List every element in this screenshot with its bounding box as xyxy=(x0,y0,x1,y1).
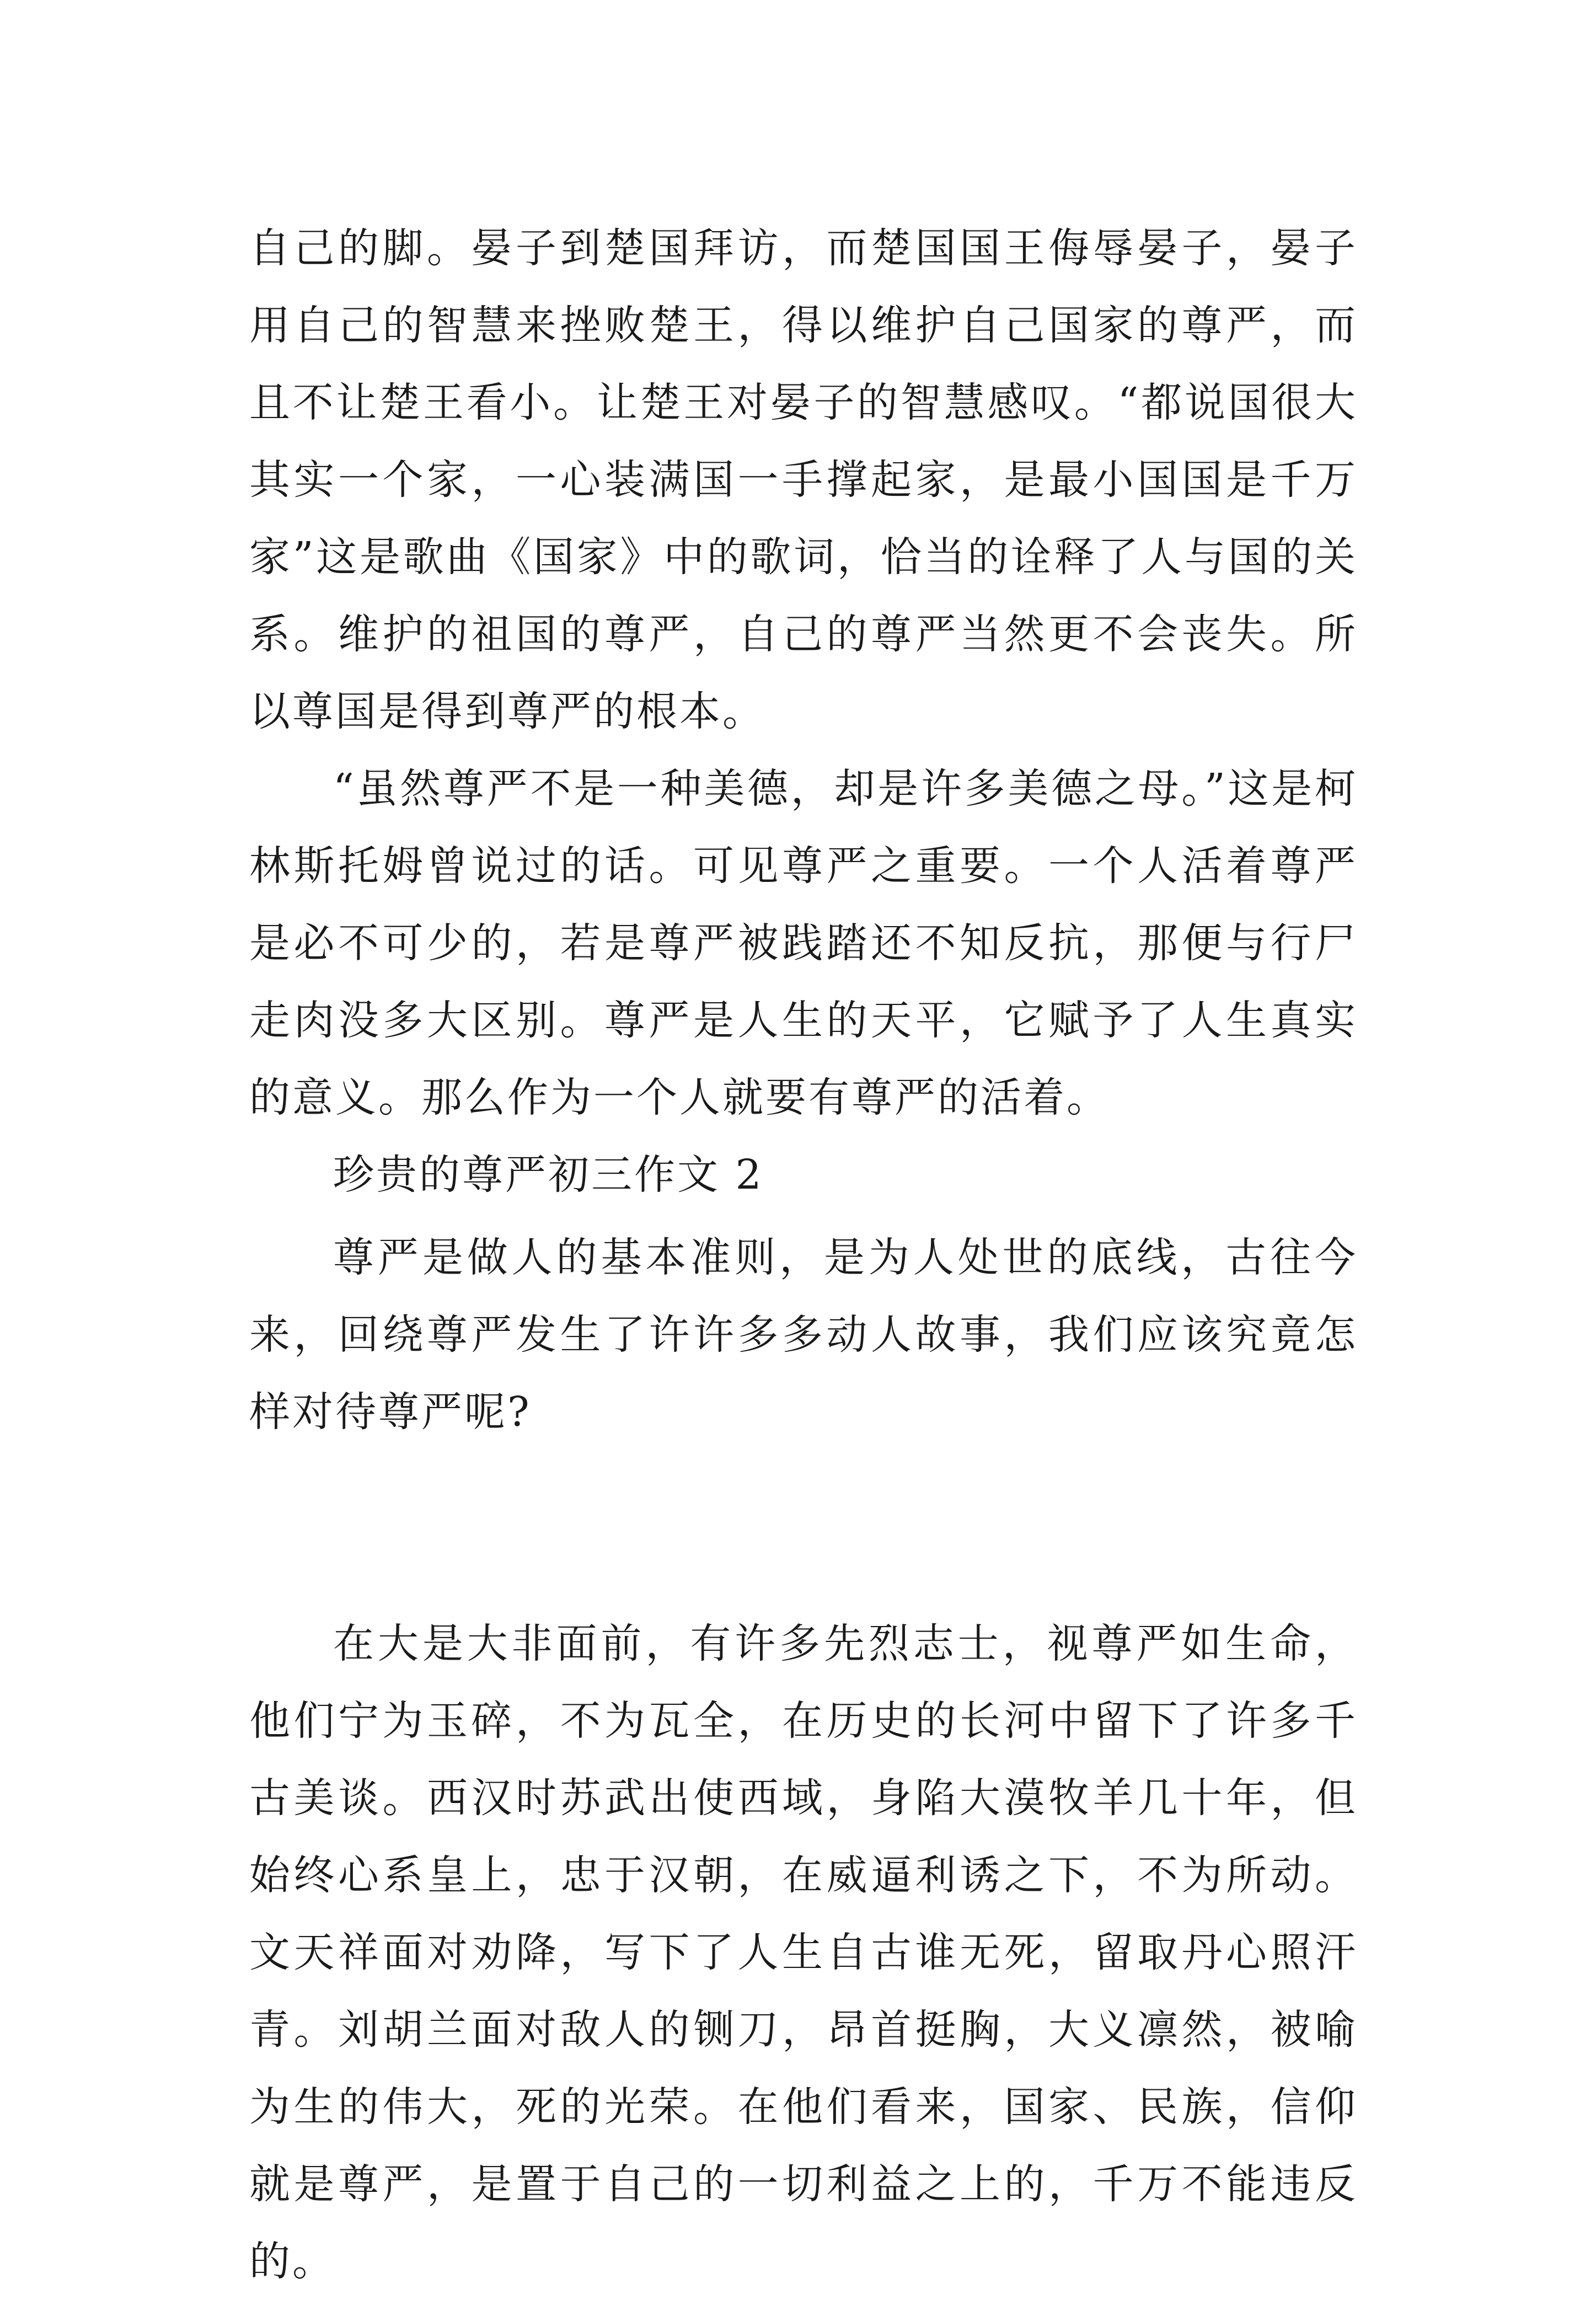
paragraph-3-container xyxy=(249,1219,1358,1451)
paragraph-4: 在大是大非面前，有许多先烈志士，视尊严如生命，他们宁为玉碎，不为瓦全，在历史的长河中留下了许多千古美谈。西汉时苏武出使西域，身陷大漠牧羊几十年，但始终心系皇上，忠于汉朝，在威逼利诱之下，不为所动。文天祥面对劝降，写下了人生自古谁无死，留取丹心照汗青。刘胡兰面对敌人的铡刀，昂首挺胸，大义凛然，被喻为生的伟大，死的光荣。在他们看来，国家、民族，信仰就是尊严，是置于自己的一切利益之上的，千万不能违反的。 xyxy=(249,1620,1358,2285)
paragraph-1-container xyxy=(249,210,1358,750)
paragraph-3: 尊严是做人的基本准则，是为人处世的底线，古往今来，回绕尊严发生了许许多多动人故事，我们应该究竟怎样对待尊严呢? xyxy=(249,1234,1358,1436)
paragraph-2-container xyxy=(249,750,1358,1213)
paragraph-1: 自己的脚。晏子到楚国拜访，而楚国国王侮辱晏子，晏子用自己的智慧来挫败楚王，得以维护自己国家的尊严，而且不让楚王看小。让楚王对晏子的智慧感叹。“都说国很大其实一个家，一心装满国一手撑起家，是最小国国是千万家”这是歌曲《国家》中的歌词，恰当的诠释了人与国的关系。维护的祖国的尊严，自己的尊严当然更不会丧失。所以尊国是得到尊严的根本。 xyxy=(249,224,1358,735)
paragraph-2: “虽然尊严不是一种美德，却是许多美德之母。”这是柯林斯托姆曾说过的话。可见尊严之重要。一个人活着尊严是必不可少的，若是尊严被践踏还不知反抗，那便与行尸走肉没多大区别。尊严是人生的天平，它赋予了人生真实的意义。那么作为一个人就要有尊严的活着。 xyxy=(249,765,1358,1121)
section-heading: 珍贵的尊严初三作文 2 xyxy=(333,1151,764,1199)
paragraph-4-container xyxy=(249,1605,1358,2300)
